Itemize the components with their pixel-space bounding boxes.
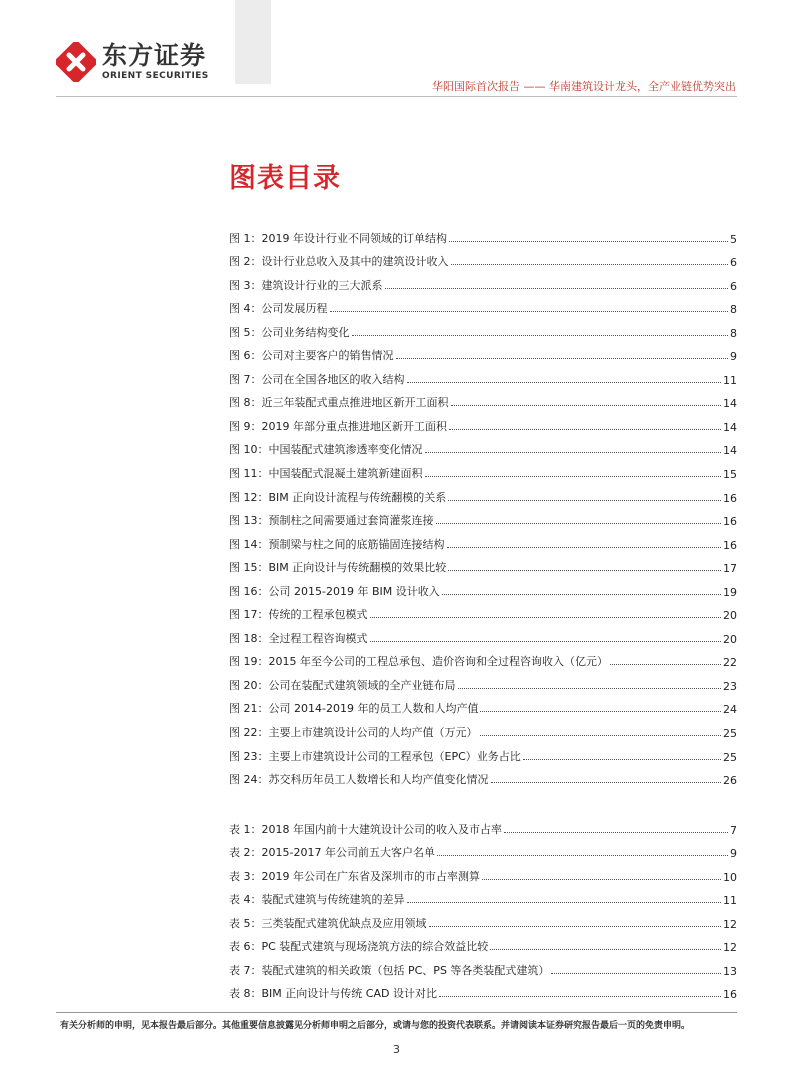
toc-entry-page: 14 <box>723 420 737 434</box>
toc-figure-entry[interactable] <box>229 316 737 340</box>
toc-entry-page: 24 <box>723 703 737 717</box>
toc-figure-entry[interactable] <box>229 716 737 740</box>
toc-entry-label: 图 17：传统的工程承包模式 <box>229 608 368 622</box>
toc-entry-page: 26 <box>723 774 737 788</box>
orient-securities-logo <box>56 42 209 82</box>
toc-figure-entry[interactable] <box>229 340 737 364</box>
toc-entry-label: 表 6：PC 装配式建筑与现场浇筑方法的综合效益比较 <box>229 940 489 954</box>
toc-leader-dots <box>407 382 722 383</box>
toc-leader-dots <box>436 523 722 524</box>
toc-entry-page: 10 <box>723 870 737 884</box>
toc-figure-entry[interactable] <box>229 434 737 458</box>
toc-leader-dots <box>458 688 722 689</box>
figure-list <box>229 222 737 787</box>
toc-figure-entry[interactable] <box>229 764 737 788</box>
toc-entry-label: 表 4：装配式建筑与传统建筑的差异 <box>229 893 405 907</box>
toc-entry-page: 17 <box>723 562 737 576</box>
toc-figure-entry[interactable] <box>229 457 737 481</box>
toc-leader-dots <box>480 711 721 712</box>
toc-entry-label: 图 19：2015 年至今公司的工程总承包、造价咨询和全过程咨询收入（亿元） <box>229 655 608 669</box>
toc-entry-label: 图 10：中国装配式建筑渗透率变化情况 <box>229 443 423 457</box>
toc-entry-page: 9 <box>730 847 737 861</box>
toc-entry-label: 图 9：2019 年部分重点推进地区新开工面积 <box>229 419 447 433</box>
toc-leader-dots <box>491 782 722 783</box>
toc-entry-page: 14 <box>723 444 737 458</box>
toc-entry-label: 图 4：公司发展历程 <box>229 302 328 316</box>
toc-entry-label: 表 1：2018 年国内前十大建筑设计公司的收入及市占率 <box>229 822 502 836</box>
toc-figure-entry[interactable] <box>229 599 737 623</box>
toc-entry-page: 22 <box>723 656 737 670</box>
toc-figure-entry[interactable] <box>229 222 737 246</box>
toc-entry-page: 20 <box>723 609 737 623</box>
toc-entry-page: 25 <box>723 750 737 764</box>
toc-figure-entry[interactable] <box>229 481 737 505</box>
toc-entry-label: 表 5：三类装配式建筑优缺点及应用领域 <box>229 916 427 930</box>
toc-figure-entry[interactable] <box>229 387 737 411</box>
toc-leader-dots <box>437 855 728 856</box>
toc-entry-label: 图 7：公司在全国各地区的收入结构 <box>229 372 405 386</box>
toc-entry-page: 11 <box>723 894 737 908</box>
footer-disclaimer: 有关分析师的申明，见本报告最后部分。其他重要信息披露见分析师申明之后部分，或请与您的投资代表联系。并请阅读本证券研究报告最后一页的免责申明。 <box>60 1021 691 1031</box>
toc-leader-dots <box>447 547 722 548</box>
toc-entry-page: 16 <box>723 988 737 1002</box>
toc-entry-label: 图 21：公司 2014-2019 年的员工人数和人均产值 <box>229 702 479 716</box>
toc-figure-entry[interactable] <box>229 740 737 764</box>
toc-entry-page: 11 <box>723 373 737 387</box>
toc-entry-page: 14 <box>723 397 737 411</box>
toc-entry-page: 19 <box>723 585 737 599</box>
toc-entry-page: 5 <box>730 232 737 246</box>
toc-entry-label: 图 18：全过程工程咨询模式 <box>229 631 368 645</box>
toc-entry-page: 12 <box>723 941 737 955</box>
toc-entry-page: 6 <box>730 256 737 270</box>
footer-divider <box>56 1012 737 1013</box>
toc-entry-page: 6 <box>730 279 737 293</box>
toc-entry-label: 图 23：主要上市建筑设计公司的工程承包（EPC）业务占比 <box>229 749 521 763</box>
toc-figure-entry[interactable] <box>229 410 737 434</box>
toc-entry-page: 16 <box>723 491 737 505</box>
toc-entry-page: 13 <box>723 964 737 978</box>
toc-figure-entry[interactable] <box>229 505 737 529</box>
toc-table-entry[interactable] <box>229 907 737 931</box>
toc-entry-label: 图 24：苏交科历年员工人数增长和人均产值变化情况 <box>229 773 489 787</box>
toc-leader-dots <box>352 335 729 336</box>
toc-leader-dots <box>396 358 729 359</box>
toc-figure-entry[interactable] <box>229 293 737 317</box>
toc-leader-dots <box>449 429 721 430</box>
logo-chinese-name: 东方证券 <box>102 41 207 70</box>
toc-leader-dots <box>442 594 721 595</box>
toc-entry-page: 9 <box>730 350 737 364</box>
toc-leader-dots <box>429 926 722 927</box>
toc-leader-dots <box>449 241 728 242</box>
toc-entry-label: 表 8：BIM 正向设计与传统 CAD 设计对比 <box>229 987 437 1001</box>
toc-entry-page: 23 <box>723 679 737 693</box>
toc-table-entry[interactable] <box>229 837 737 861</box>
toc-entry-page: 8 <box>730 303 737 317</box>
toc-entry-page: 16 <box>723 538 737 552</box>
toc-table-entry[interactable] <box>229 954 737 978</box>
toc-leader-dots <box>504 832 728 833</box>
toc-entry-page: 15 <box>723 468 737 482</box>
toc-leader-dots <box>448 570 721 571</box>
toc-entry-label: 图 22：主要上市建筑设计公司的人均产值（万元） <box>229 726 478 740</box>
toc-figure-entry[interactable] <box>229 246 737 270</box>
toc-leader-dots <box>523 759 721 760</box>
toc-figure-entry[interactable] <box>229 669 737 693</box>
toc-entry-label: 图 1：2019 年设计行业不同领域的订单结构 <box>229 231 447 245</box>
toc-figure-entry[interactable] <box>229 528 737 552</box>
toc-entry-label: 图 5：公司业务结构变化 <box>229 325 350 339</box>
toc-entry-label: 图 16：公司 2015-2019 年 BIM 设计收入 <box>229 584 440 598</box>
toc-leader-dots <box>480 735 722 736</box>
toc-table-entry[interactable] <box>229 931 737 955</box>
toc-figure-entry[interactable] <box>229 552 737 576</box>
toc-entry-label: 图 14：预制梁与柱之间的底筋锚固连接结构 <box>229 537 445 551</box>
toc-figure-entry[interactable] <box>229 269 737 293</box>
toc-entry-label: 图 3：建筑设计行业的三大派系 <box>229 278 383 292</box>
toc-table-entry[interactable] <box>229 860 737 884</box>
toc-figure-entry[interactable] <box>229 646 737 670</box>
toc-leader-dots <box>551 973 721 974</box>
toc-entry-label: 图 6：公司对主要客户的销售情况 <box>229 349 394 363</box>
toc-leader-dots <box>490 949 721 950</box>
toc-entry-page: 7 <box>730 823 737 837</box>
toc-table-entry[interactable] <box>229 813 737 837</box>
header-decor-bar <box>235 0 271 84</box>
report-title: 华阳国际首次报告 —— 华南建筑设计龙头，全产业链优势突出 <box>432 80 736 93</box>
toc-leader-dots <box>482 879 721 880</box>
toc-leader-dots <box>370 641 722 642</box>
toc-leader-dots <box>610 664 721 665</box>
toc-leader-dots <box>448 500 721 501</box>
toc-leader-dots <box>385 288 729 289</box>
toc-leader-dots <box>370 617 722 618</box>
toc-leader-dots <box>451 405 722 406</box>
toc-leader-dots <box>439 996 721 997</box>
toc-entry-label: 表 2：2015-2017 年公司前五大客户名单 <box>229 846 435 860</box>
toc-entry-label: 图 15：BIM 正向设计与传统翻模的效果比较 <box>229 561 447 575</box>
page-number: 3 <box>393 1043 400 1056</box>
toc-table-entry[interactable] <box>229 978 737 1002</box>
toc-leader-dots <box>407 902 722 903</box>
toc-figure-entry[interactable] <box>229 575 737 599</box>
page-heading: 图表目录 <box>229 163 341 194</box>
toc-leader-dots <box>451 264 729 265</box>
toc-entry-label: 图 20：公司在装配式建筑领域的全产业链布局 <box>229 678 456 692</box>
toc-figure-entry[interactable] <box>229 622 737 646</box>
toc-entry-page: 20 <box>723 632 737 646</box>
toc-leader-dots <box>330 311 729 312</box>
toc-entry-page: 8 <box>730 326 737 340</box>
toc-entry-label: 图 8：近三年装配式重点推进地区新开工面积 <box>229 396 449 410</box>
toc-leader-dots <box>425 452 722 453</box>
toc-entry-label: 图 11：中国装配式混凝土建筑新建面积 <box>229 467 423 481</box>
toc-figure-entry[interactable] <box>229 363 737 387</box>
toc-entry-label: 图 2：设计行业总收入及其中的建筑设计收入 <box>229 255 449 269</box>
toc-entry-label: 图 12：BIM 正向设计流程与传统翻模的关系 <box>229 490 447 504</box>
toc-leader-dots <box>425 476 722 477</box>
toc-entry-page: 12 <box>723 917 737 931</box>
toc-entry-page: 25 <box>723 727 737 741</box>
toc-entry-label: 表 7：装配式建筑的相关政策（包括 PC、PS 等各类装配式建筑） <box>229 963 550 977</box>
toc-entry-label: 表 3：2019 年公司在广东省及深圳市的市占率测算 <box>229 869 480 883</box>
header-divider <box>56 96 737 97</box>
table-list <box>229 813 737 1001</box>
orient-logo-icon <box>56 42 96 82</box>
toc-table-entry[interactable] <box>229 884 737 908</box>
toc-figure-entry[interactable] <box>229 693 737 717</box>
logo-english-name: ORIENT SECURITIES <box>102 71 209 81</box>
toc-entry-page: 16 <box>723 515 737 529</box>
toc-entry-label: 图 13：预制柱之间需要通过套筒灌浆连接 <box>229 514 434 528</box>
